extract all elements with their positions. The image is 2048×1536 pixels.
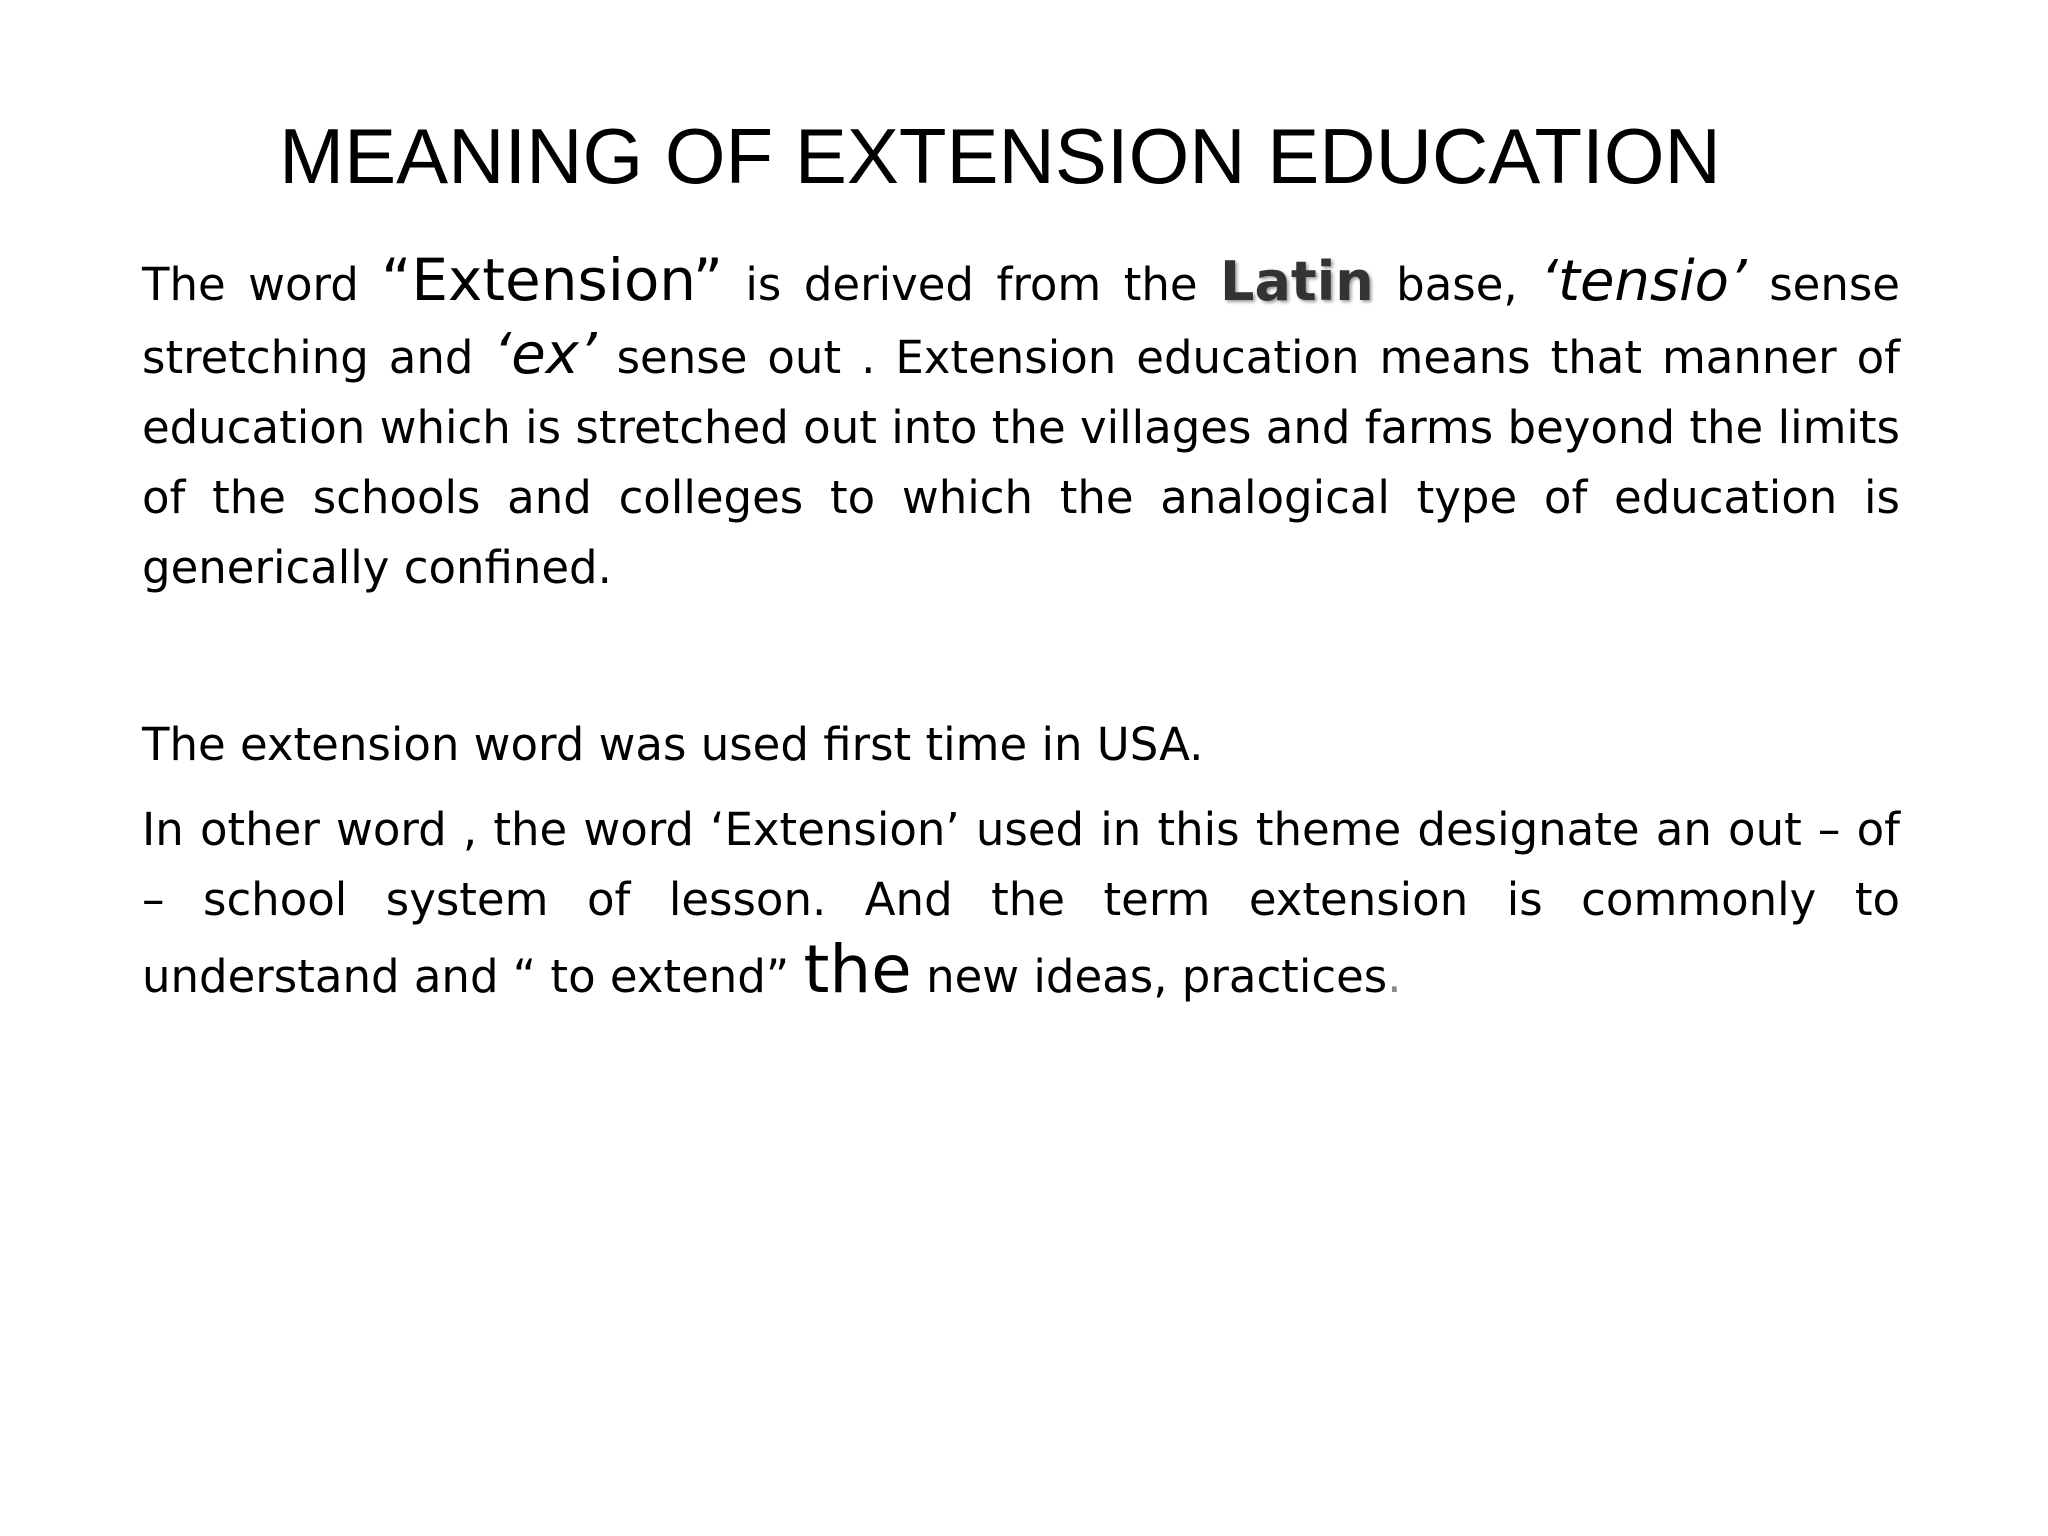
paragraph-other-word [142, 795, 1900, 1012]
latin-word: Latin [1220, 250, 1374, 313]
extension-quoted-word: “Extension” [381, 246, 723, 314]
tensio-word: ‘tensio’ [1540, 249, 1747, 314]
text-run: The word [142, 258, 382, 311]
text-run: new ideas, practices [911, 950, 1388, 1003]
text-run: sense out . Extension education means that manner of education which is stretched out into the villages and farms beyond the limits of the schools and colleges to which the analogical type of education is generically confined. [142, 331, 1900, 594]
paragraph-usa: The extension word was used first time in USA. [142, 718, 1204, 771]
text-run: In other word , the word ‘Extension’ used in this theme designate an out – of – school system of lesson. And the term extension is commonly to understand and “ to extend” [142, 803, 1900, 1003]
paragraph-meaning [142, 245, 1900, 603]
slide-title: MEANING OF EXTENSION EDUCATION [279, 112, 1721, 200]
ex-word: ‘ex’ [493, 322, 597, 387]
end-period: . [1387, 950, 1402, 1003]
text-run: is derived from the [722, 258, 1221, 311]
the-word-large: the [803, 931, 912, 1008]
text-run: sense stretching and [142, 258, 1900, 384]
text-run: base, [1373, 258, 1541, 311]
